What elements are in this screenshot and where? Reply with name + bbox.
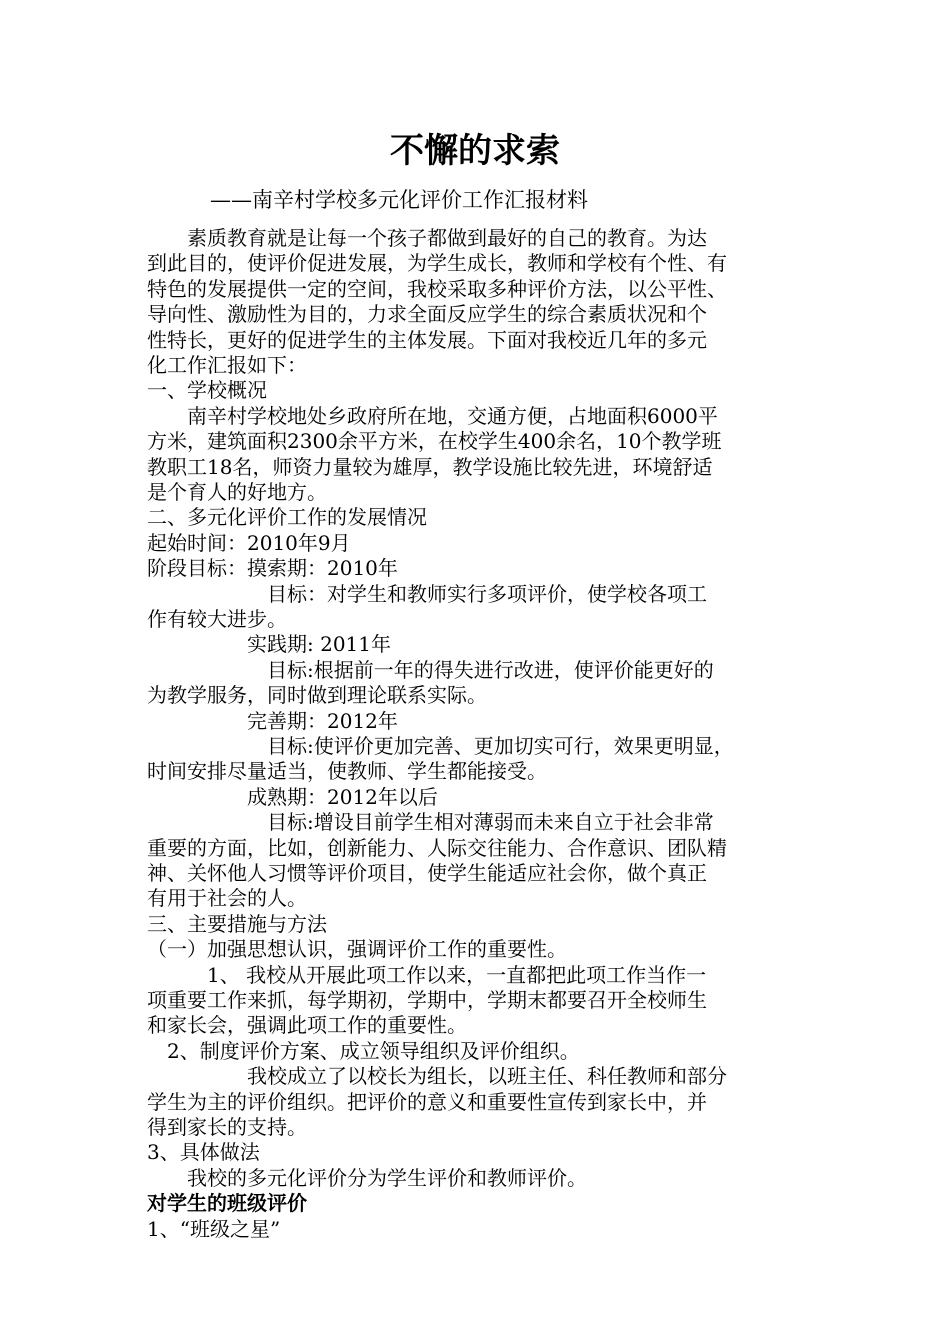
body-line: 阶段目标：摸索期：2010年 [147,556,398,581]
body-line: 目标:使评价更加完善、更加切实可行，效果更明显， [147,734,734,758]
body-line: （一）加强思想认识，强调评价工作的重要性。 [147,937,567,962]
body-line: 1、 我校从开展此项工作以来，一直都把此项工作当作一 [147,962,707,987]
body-line: 三、主要措施与方法 [147,911,327,936]
body-line: 二、多元化评价工作的发展情况 [147,505,427,530]
body-line: 有用于社会的人。 [147,886,307,911]
body-line: 方米，建筑面积2300余平方米，在校学生400余名，10个教学班 [147,429,722,454]
body-line: 目标:增设目前学生相对薄弱而未来自立于社会非常 [147,810,714,835]
body-line: 对学生的班级评价 [147,1191,307,1216]
body-line: 神、关怀他人习惯等评价项目，使学生能适应社会你，做个真正 [147,861,707,885]
body-line: 学生为主的评价组织。把评价的意义和重要性宣传到家长中，并 [147,1089,707,1114]
body-line: 化工作汇报如下： [147,353,307,377]
body-line: 到此目的，使评价促进发展，为学生成长，教师和学校有个性、有 [147,251,727,276]
body-line: 成熟期：2012年以后 [147,784,438,809]
document-subtitle: ——南辛村学校多元化评价工作汇报材料 [210,188,588,212]
body-line: 目标:根据前一年的得失进行改进，使评价能更好的 [147,657,714,682]
body-line: 目标：对学生和教师实行多项评价，使学校各项工 [147,581,707,606]
body-line: 为教学服务，同时做到理论联系实际。 [147,683,487,708]
body-line: 时间安排尽量适当，使教师、学生都能接受。 [147,759,547,784]
body-line: 作有较大进步。 [147,607,287,631]
body-line: 和家长会，强调此项工作的重要性。 [147,1013,467,1038]
body-line: 完善期：2012年 [147,708,398,733]
body-line: 得到家长的支持。 [147,1115,307,1139]
body-line: 我校成立了以校长为组长，以班主任、科任教师和部分 [147,1064,727,1089]
body-line: 2、制度评价方案、成立领导组织及评价组织。 [147,1038,580,1063]
body-line: 素质教育就是让每一个孩子都做到最好的自己的教育。为达 [147,226,707,250]
body-line: 南辛村学校地处乡政府所在地，交通方便，占地面积6000平 [147,403,718,428]
body-line: 特色的发展提供一定的空间，我校采取多种评价方法，以公平性、 [147,276,727,301]
document-title: 不懈的求索 [390,131,560,171]
body-line: 导向性、激励性为目的，力求全面反应学生的综合素质状况和个 [147,302,707,327]
body-line: 是个育人的好地方。 [147,480,327,504]
body-line: 性特长，更好的促进学生的主体发展。下面对我校近几年的多元 [147,327,707,352]
body-line: 教职工18名，师资力量较为雄厚，教学设施比较先进，环境舒适 [147,454,713,479]
body-line: 一、学校概况 [147,378,267,403]
body-line: 起始时间：2010年9月 [147,530,351,555]
body-line: 实践期: 2011年 [147,632,391,657]
body-line: 我校的多元化评价分为学生评价和教师评价。 [147,1165,587,1190]
body-line: 1、“班级之星” [147,1216,281,1241]
body-line: 重要的方面，比如，创新能力、人际交往能力、合作意识、团队精 [147,835,727,860]
body-line: 3、具体做法 [147,1140,260,1165]
body-line: 项重要工作来抓，每学期初，学期中，学期末都要召开全校师生 [147,988,707,1012]
